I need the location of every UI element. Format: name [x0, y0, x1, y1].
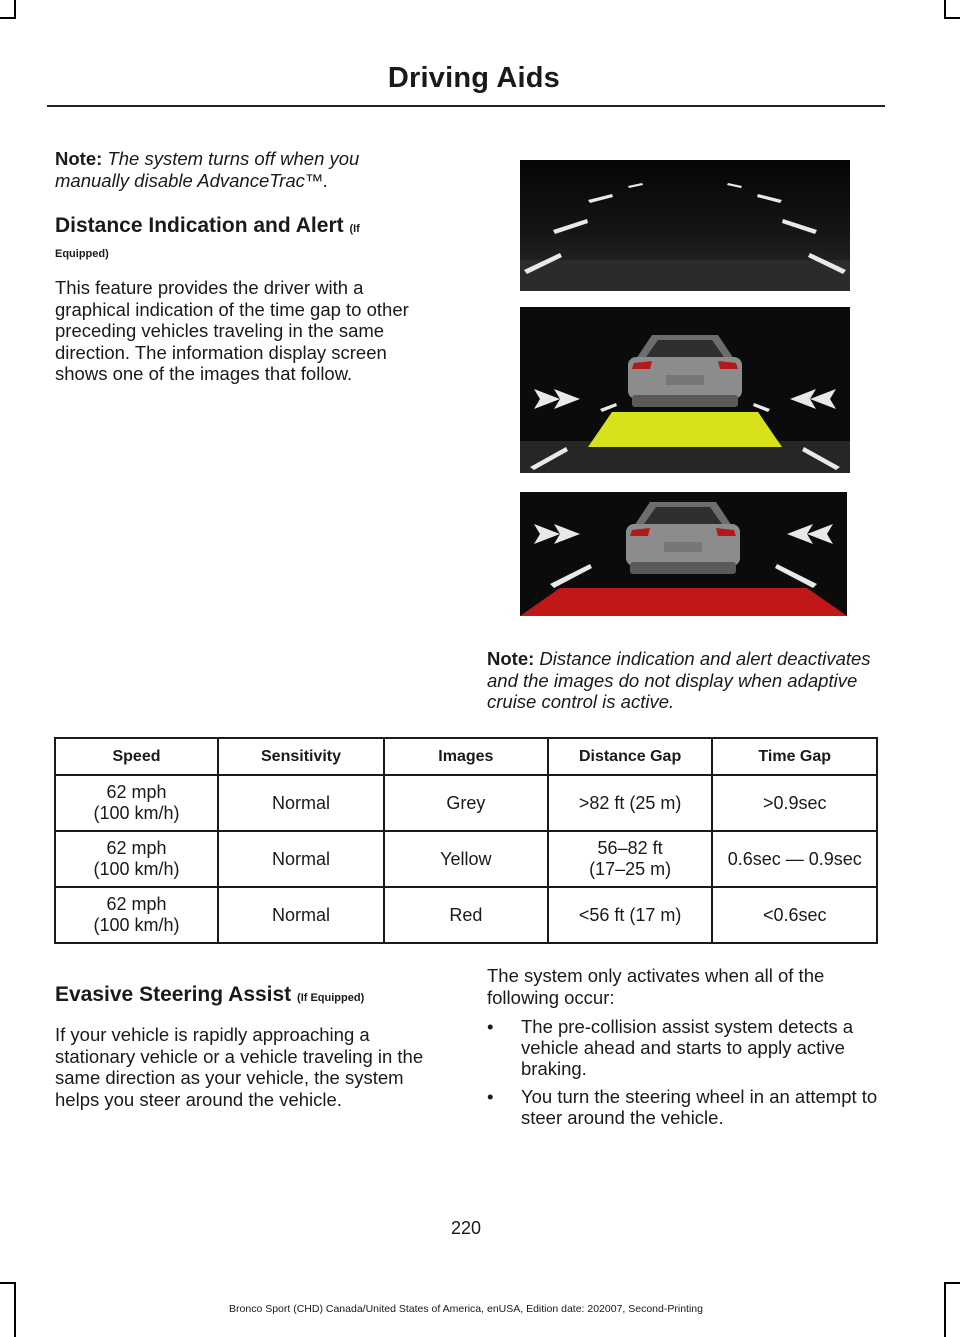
crop-mark	[944, 1282, 946, 1337]
crop-mark	[14, 0, 16, 18]
page-title: Driving Aids	[387, 62, 560, 94]
crop-mark	[944, 17, 960, 19]
page-number: 220	[450, 1218, 482, 1238]
table-row	[55, 887, 877, 943]
distance-image-red	[520, 492, 847, 616]
cell-time: <0.6sec	[712, 887, 877, 943]
evasive-heading-text: Evasive Steering Assist	[55, 983, 292, 1006]
cell-time: 0.6sec — 0.9sec	[712, 831, 877, 887]
cell-image: Red	[384, 887, 548, 943]
section-heading	[55, 213, 435, 242]
note-text: Distance indication and alert deactivates and the images do not display when adaptive cruise control is active.	[487, 648, 871, 712]
crop-mark	[0, 17, 16, 19]
cell-image: Grey	[384, 775, 548, 831]
car-icon	[626, 502, 740, 574]
evasive-paragraph: If your vehicle is rapidly approaching a stationary vehicle or a vehicle traveling in the same direction as your vehicle, the system helps you steer around the vehicle.	[55, 1024, 424, 1110]
crop-mark	[944, 0, 946, 18]
cell-distance: <56 ft (17 m)	[548, 887, 713, 943]
description-paragraph: This feature provides the driver with a graphical indication of the time gap to other preceding vehicles traveling in the same direction. The information display screen shows one of the images that follow.	[55, 277, 409, 384]
cell-speed: 62 mph (100 km/h)	[55, 775, 218, 831]
cell-speed: 62 mph (100 km/h)	[55, 887, 218, 943]
header-speed: Speed	[55, 738, 218, 775]
header-rule	[47, 105, 885, 107]
conditions-intro: The system only activates when all of the following occur:	[487, 965, 825, 1008]
cell-sensitivity: Normal	[218, 831, 384, 887]
cell-sensitivity: Normal	[218, 775, 384, 831]
left-column	[55, 148, 435, 385]
table-header-row	[55, 738, 877, 775]
crop-mark	[0, 1282, 16, 1284]
distance-table	[54, 737, 878, 944]
list-item	[487, 1016, 882, 1079]
cell-distance: 56–82 ft (17–25 m)	[548, 831, 713, 887]
list-item	[487, 1086, 882, 1128]
right-note	[487, 648, 877, 713]
cell-distance: >82 ft (25 m)	[548, 775, 713, 831]
cell-image: Yellow	[384, 831, 548, 887]
car-icon	[628, 335, 742, 407]
note-label: Note:	[55, 148, 103, 169]
header-images: Images	[384, 738, 548, 775]
conditions-list	[487, 1016, 882, 1128]
heading-qualifier-cont: Equipped)	[55, 248, 109, 260]
cell-speed: 62 mph (100 km/h)	[55, 831, 218, 887]
list-item-text: The pre-collision assist system detects a vehicle ahead and starts to apply active braking.	[521, 1016, 854, 1079]
evasive-heading-qualifier: (If Equipped)	[297, 992, 365, 1004]
distance-image-yellow	[520, 307, 850, 473]
heading-qualifier: (If	[349, 223, 360, 235]
conditions-section	[487, 965, 882, 1135]
evasive-heading	[55, 982, 450, 1011]
note	[487, 648, 877, 713]
list-item-text: You turn the steering wheel in an attempt to steer around the vehicle.	[521, 1086, 878, 1128]
cell-time: >0.9sec	[712, 775, 877, 831]
header-time-gap: Time Gap	[712, 738, 877, 775]
evasive-section	[55, 982, 450, 1110]
header-distance-gap: Distance Gap	[548, 738, 713, 775]
table-row	[55, 775, 877, 831]
crop-mark	[944, 1282, 960, 1284]
note-label: Note:	[487, 648, 535, 669]
cell-sensitivity: Normal	[218, 887, 384, 943]
bullet-marker: •	[487, 1016, 494, 1037]
bullet-marker: •	[487, 1086, 494, 1107]
note	[55, 148, 435, 191]
header-sensitivity: Sensitivity	[218, 738, 384, 775]
footer-text: Bronco Sport (CHD) Canada/United States of America, enUSA, Edition date: 202007, Second-Printing	[229, 1303, 703, 1315]
table-row	[55, 831, 877, 887]
heading-text: Distance Indication and Alert	[55, 214, 344, 237]
distance-image-grey	[520, 160, 850, 291]
note-text: The system turns off when you manually disable AdvanceTrac™.	[55, 148, 360, 191]
